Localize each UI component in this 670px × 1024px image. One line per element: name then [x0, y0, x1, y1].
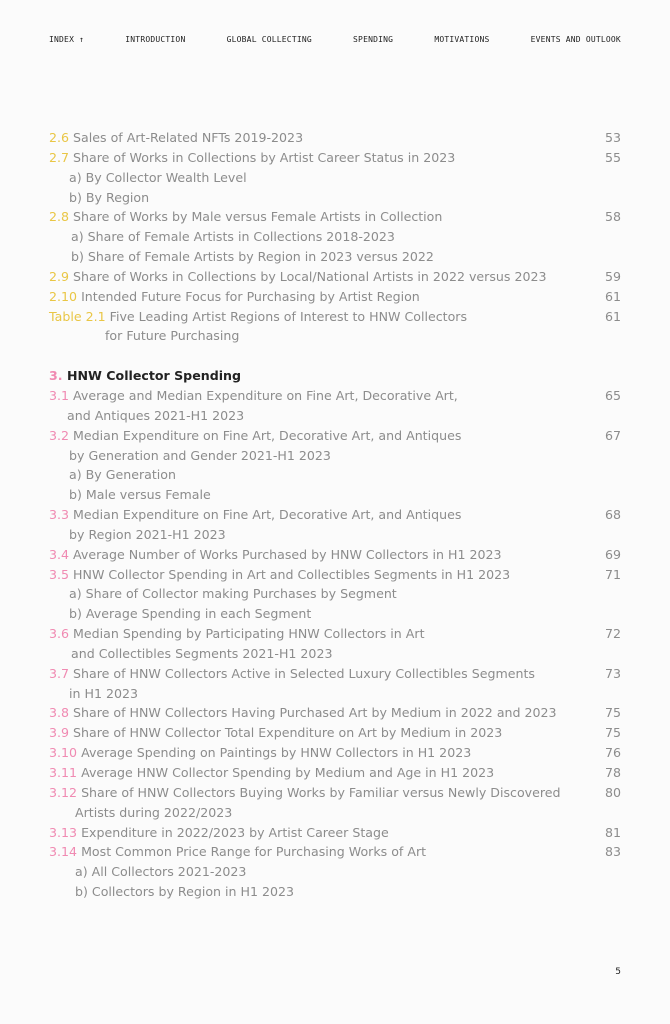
toc-continuation: in H1 2023	[69, 685, 139, 701]
toc-entry[interactable]: 3.10 Average Spending on Paintings by HNW Collectors in H1 2023 76	[49, 745, 621, 761]
toc-subentry: b) Male versus Female	[69, 487, 211, 503]
toc-entry[interactable]: 3.13 Expenditure in 2022/2023 by Artist Career Stage 81	[49, 824, 621, 840]
toc-continuation: by Region 2021-H1 2023	[69, 526, 226, 542]
toc-subentry: a) All Collectors 2021-2023	[75, 864, 247, 880]
toc-entry[interactable]: 2.6 Sales of Art-Related NFTs 2019-2023 53	[49, 130, 621, 145]
toc-subentry: a) By Collector Wealth Level	[69, 169, 247, 185]
toc-entry[interactable]: 3.12 Share of HNW Collectors Buying Works by Familiar versus Newly Discovered 80	[49, 784, 621, 800]
toc-entry[interactable]: 3.3 Median Expenditure on Fine Art, Decorative Art, and Antiques 68	[49, 507, 621, 523]
toc-entry[interactable]: Table 2.1 Five Leading Artist Regions of Interest to HNW Collectors 61	[49, 308, 621, 324]
nav-events-outlook-link[interactable]: EVENTS AND OUTLOOK	[530, 35, 621, 44]
nav-motivations-link[interactable]: MOTIVATIONS	[434, 35, 490, 44]
toc-entry[interactable]: 3.2 Median Expenditure on Fine Art, Decorative Art, and Antiques 67	[49, 427, 621, 443]
toc-subentry: b) By Region	[69, 189, 150, 205]
section-heading[interactable]: 3. HNW Collector Spending	[49, 368, 242, 384]
toc-continuation: for Future Purchasing	[105, 328, 240, 344]
nav-spending-link[interactable]: SPENDING	[353, 35, 394, 44]
page-number: 5	[615, 967, 621, 977]
toc-subentry: a) Share of Collector making Purchases by Segment	[69, 586, 397, 602]
toc-subentry: a) By Generation	[69, 467, 176, 483]
spacer	[49, 346, 621, 366]
nav-global-collecting-link[interactable]: GLOBAL COLLECTING	[226, 35, 312, 44]
toc-entry[interactable]: 2.9 Share of Works in Collections by Local/National Artists in 2022 versus 2023 59	[49, 268, 621, 284]
nav-index-link[interactable]: INDEX ↑	[49, 35, 85, 44]
toc-entry[interactable]: 3.4 Average Number of Works Purchased by HNW Collectors in H1 2023 69	[49, 546, 621, 562]
toc-subentry: b) Share of Female Artists by Region in 2023 versus 2022	[71, 249, 434, 265]
toc-continuation: Artists during 2022/2023	[75, 804, 233, 820]
toc-subentry: a) Share of Female Artists in Collections 2018-2023	[71, 229, 395, 245]
toc-entry[interactable]: 3.9 Share of HNW Collector Total Expenditure on Art by Medium in 2023 75	[49, 725, 621, 741]
toc-entry[interactable]: 2.8 Share of Works by Male versus Female Artists in Collection 58	[49, 209, 621, 225]
nav-introduction-link[interactable]: INTRODUCTION	[125, 35, 186, 44]
toc-entry[interactable]: 3.8 Share of HNW Collectors Having Purchased Art by Medium in 2022 and 2023 75	[49, 705, 621, 721]
toc-continuation: by Generation and Gender 2021-H1 2023	[69, 447, 331, 463]
toc-entry[interactable]: 3.7 Share of HNW Collectors Active in Selected Luxury Collectibles Segments 73	[49, 665, 621, 681]
toc-entry[interactable]: 3.6 Median Spending by Participating HNW Collectors in Art 72	[49, 626, 621, 642]
toc-continuation: and Collectibles Segments 2021-H1 2023	[71, 645, 333, 661]
toc-entry[interactable]: 3.1 Average and Median Expenditure on Fine Art, Decorative Art, 65	[49, 387, 621, 403]
top-navigation	[49, 35, 621, 44]
toc-subentry: b) Collectors by Region in H1 2023	[75, 884, 295, 900]
toc-subentry: b) Average Spending in each Segment	[69, 606, 312, 622]
toc-continuation: and Antiques 2021-H1 2023	[67, 407, 245, 423]
toc-entry[interactable]: 3.11 Average HNW Collector Spending by Medium and Age in H1 2023 78	[49, 765, 621, 780]
toc-entry[interactable]: 3.14 Most Common Price Range for Purchasing Works of Art 83	[49, 844, 621, 860]
table-of-contents	[49, 128, 621, 902]
toc-entry[interactable]: 2.7 Share of Works in Collections by Artist Career Status in 2023 55	[49, 149, 621, 165]
toc-entry[interactable]: 3.5 HNW Collector Spending in Art and Collectibles Segments in H1 2023 71	[49, 566, 621, 582]
toc-entry[interactable]: 2.10 Intended Future Focus for Purchasing by Artist Region 61	[49, 288, 621, 304]
